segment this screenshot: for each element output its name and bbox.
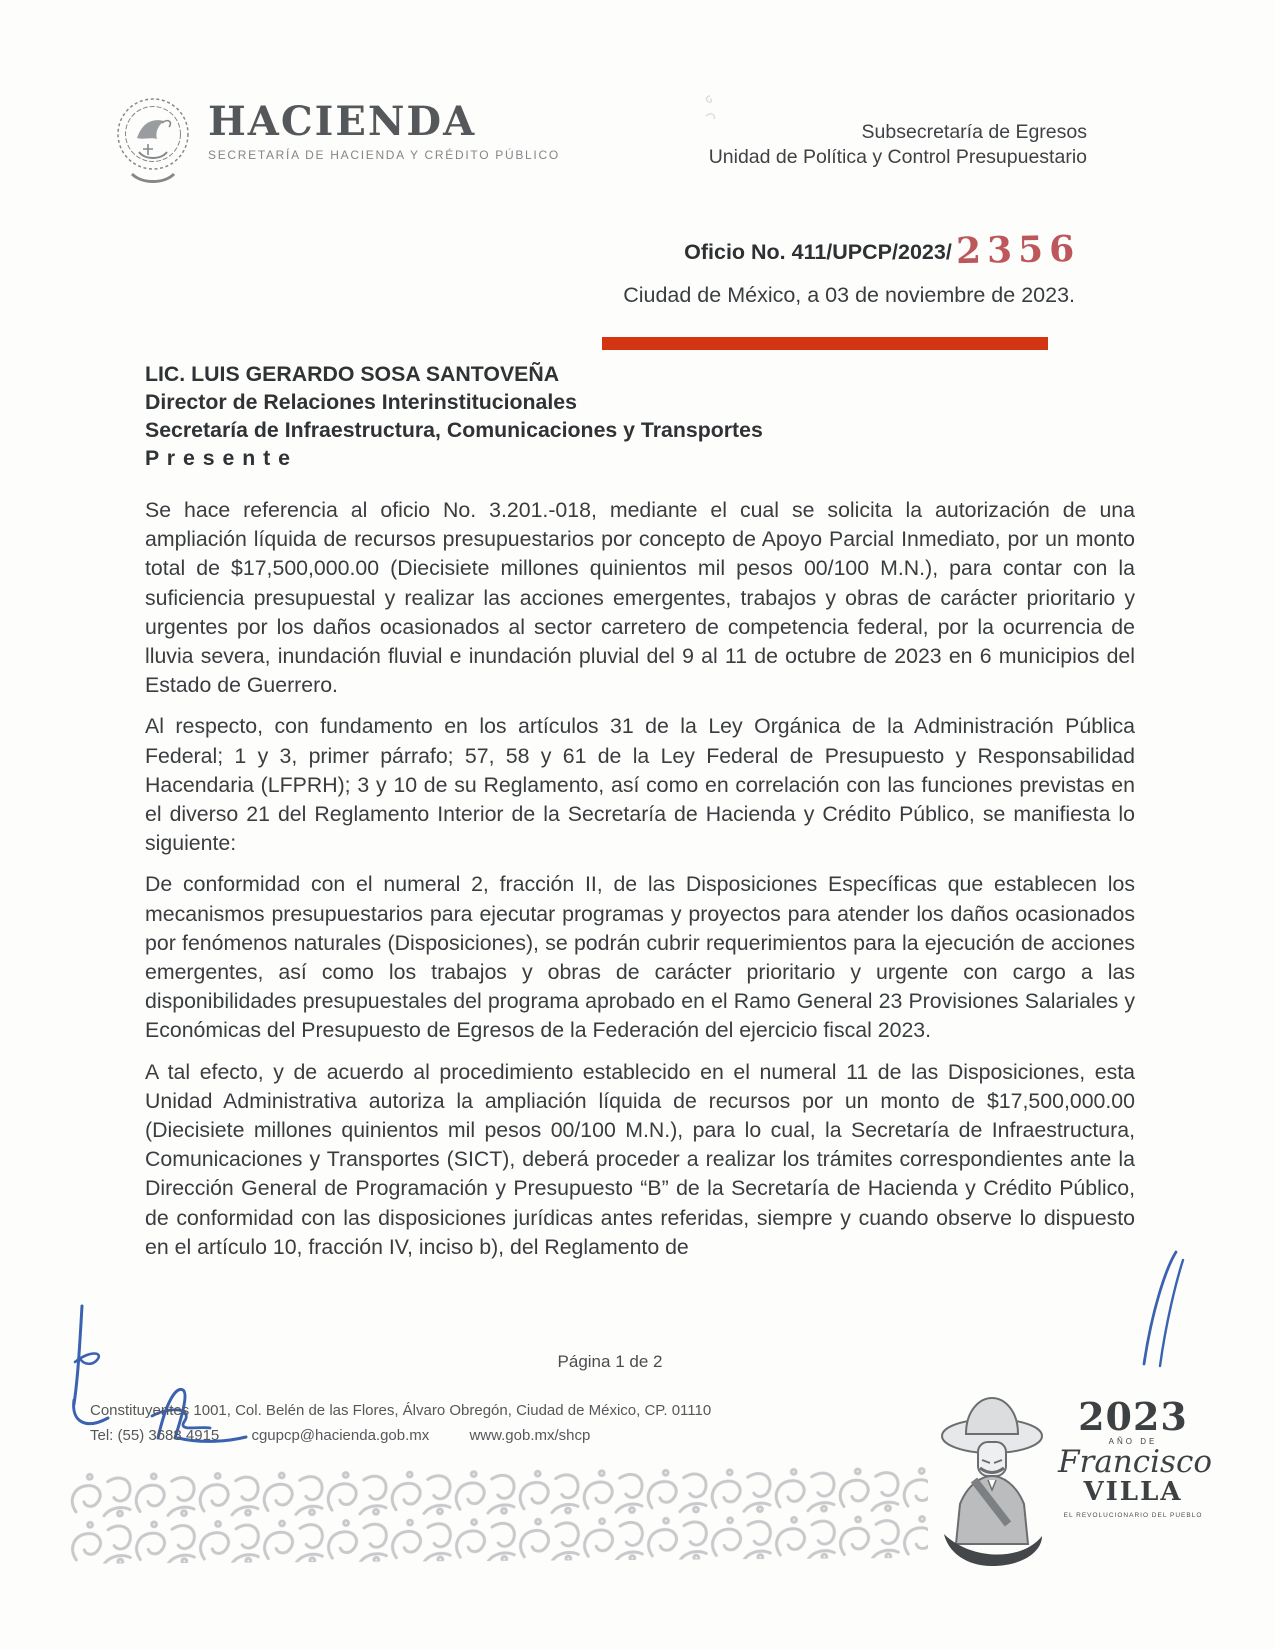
footer-contact-block [90,1398,711,1448]
brand-tagline: SECRETARÍA DE HACIENDA Y CRÉDITO PÚBLICO [208,148,560,162]
body-paragraph: De conformidad con el numeral 2, fracción II, de las Disposiciones Específicas que establecen los mecanismos presupuestarios para ejecutar programas y proyectos para atender los daños ocasionados por fenómenos naturales (Disposiciones), se podrán cubrir requerimientos para la ejecución de acciones emergentes, así como los trabajos y obras de carácter prioritario y urgente con cargo a las disponibilidades presupuestales del programa aprobado en el Ramo General 23 Provisiones Salariales y Económicas del Presupuesto de Egresos de la Federación del ejercicio fiscal 2023. [145,872,1135,1043]
villa-slogan: EL REVOLUCIONARIO DEL PUEBLO [1063,1512,1203,1519]
villa-name-script: Francisco [1058,1444,1212,1480]
handwritten-mark-right-1 [1126,1248,1196,1368]
body-paragraph: Al respecto, con fundamento en los artículos 31 de la Ley Orgánica de la Administración Pública Federal; 1 y 3, primer párrafo; 57, 58 y 61 de la Ley Federal de Presupuesto y Responsabilidad Hacendaria (LFPRH); 3 y 10 de su Reglamento, así como en correlación con las funciones previstas en el diverso 21 del Reglamento Interior de la Secretaría de Hacienda y Crédito Público, se manifiesta lo siguiente: [145,714,1135,856]
letter-body [145,496,1135,1274]
villa-year: 2023 [1078,1394,1188,1439]
recipient-block [145,360,763,472]
villa-name-caps: VILLA [1083,1477,1183,1507]
footer-phone: Tel: (55) 3688 4915 [90,1427,220,1444]
footer-website: www.gob.mx/shcp [469,1427,591,1444]
page-indicator: Página 1 de 2 [557,1352,663,1371]
date-underline-bar [602,337,1048,350]
footer-address: Constituyentes 1001, Col. Belén de las Flores, Álvaro Obregón, Ciudad de México, CP. 01110 [90,1402,712,1419]
recipient-name: LIC. LUIS GERARDO SOSA SANTOVEÑA [145,362,560,386]
hacienda-logo [112,92,560,188]
villa-emblem [928,1372,1220,1572]
date-line: Ciudad de México, a 03 de noviembre de 2023. [623,283,1075,307]
footer-email: cgupcp@hacienda.gob.mx [251,1427,430,1444]
francisco-villa-portrait-icon [930,1384,1055,1569]
recipient-salutation: P r e s e n t e [145,446,292,470]
recipient-agency: Secretaría de Infraestructura, Comunicaciones y Transportes [145,418,763,442]
oficio-stamp-number: 2356 [955,227,1081,273]
office-unit-line-1: Subsecretaría de Egresos [861,121,1087,143]
recipient-title: Director de Relaciones Interinstitucionales [145,390,577,414]
brand-wordmark: HACIENDA [208,98,477,145]
oficio-number-line [684,226,1081,273]
office-unit-line-2: Unidad de Política y Control Presupuestario [708,146,1087,168]
office-unit-block [709,120,1087,170]
body-paragraph: Se hace referencia al oficio No. 3.201.-018, mediante el cual se solicita la autorización de una ampliación líquida de recursos presupuestarios por concepto de Apoyo Parcial Inmediato, por un monto total de $17,500,000.00 (Diecisiete millones quinientos mil pesos 00/100 M.N.), para contar con la suficiencia presupuestal y realizar las acciones emergentes, trabajos y obras de carácter prioritario y urgentes por los daños ocasionados al sector carretero de competencia federal, por la ocurrencia de lluvia severa, inundación fluvial e inundación pluvial del 9 al 11 de octubre de 2023 en 6 municipios del Estado de Guerrero. [145,498,1135,698]
national-seal-icon [112,92,194,188]
body-paragraph: A tal efecto, y de acuerdo al procedimiento establecido en el numeral 11 de las Disposiciones, esta Unidad Administrativa autoriza la ampliación líquida de recursos por un monto de $17,500,000.00 (Diecisiete millones quinientos mil pesos 00/100 M.N.), para lo cual, la Secretaría de Infraestructura, Comunicaciones y Transportes (SICT), deberá proceder a realizar los trámites correspondientes ante la Dirección General de Programación y Presupuesto “B” de la Secretaría de Hacienda y Crédito Público, de conformidad con las disposiciones jurídicas antes referidas, siempre y cuando observe lo dispuesto en el artículo 10, fracción IV, inciso b), del Reglamento de [145,1059,1135,1259]
villa-year-sub: AÑO DE [1108,1437,1158,1446]
oficio-number-label: Oficio No. 411/UPCP/2023/ [684,240,952,264]
